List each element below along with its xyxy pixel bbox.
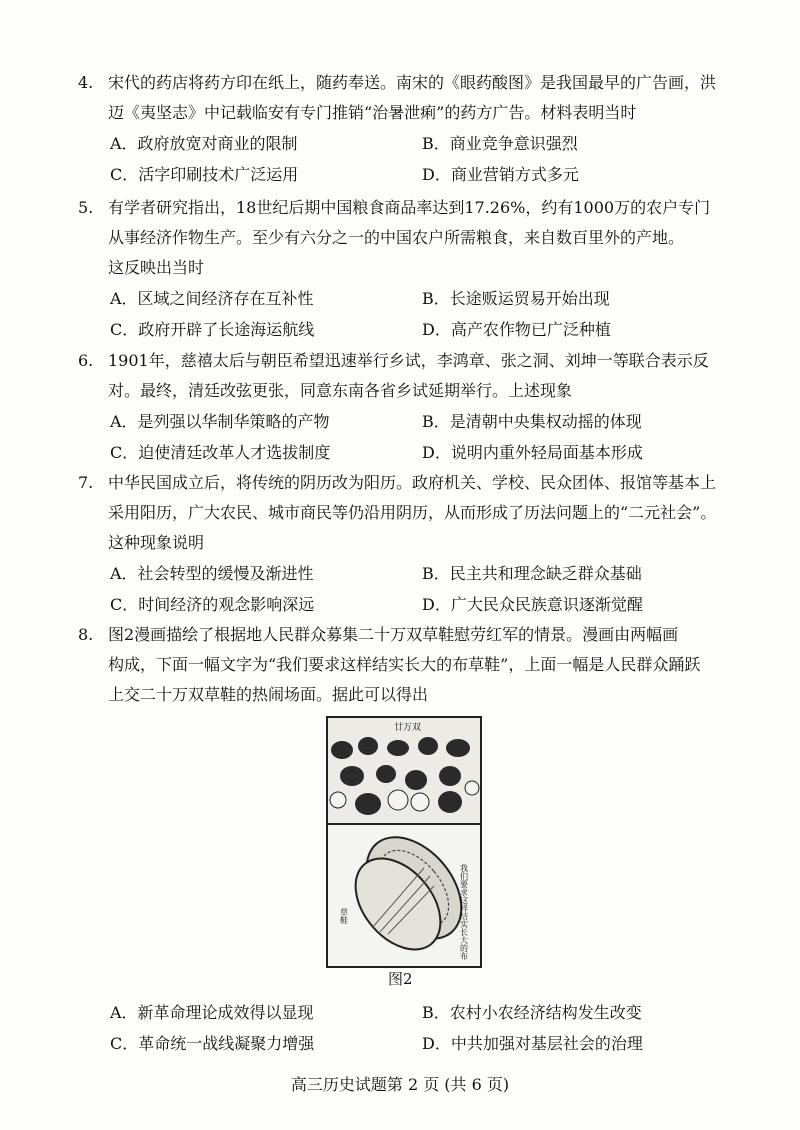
options	[110, 558, 732, 620]
option-a[interactable]: A．政府放宽对商业的限制	[110, 134, 298, 153]
question-6	[78, 346, 732, 468]
question-stem-line: 这反映出当时	[108, 258, 205, 277]
option-d[interactable]: D．说明内重外轻局面基本形成	[422, 443, 643, 462]
question-4	[78, 68, 732, 190]
option-c[interactable]: C．政府开辟了长途海运航线	[110, 320, 315, 339]
option-b[interactable]: B．长途贩运贸易开始出现	[422, 289, 610, 308]
option-a[interactable]: A．新革命理论成效得以显现	[110, 1003, 314, 1022]
question-number: 5.	[78, 198, 94, 217]
options	[110, 283, 732, 345]
option-b[interactable]: B．民主共和理念缺乏群众基础	[422, 564, 642, 583]
question-stem-line: 迈《夷坚志》中记载临安有专门推销“治暑泄痢”的药方广告。材料表明当时	[108, 103, 637, 122]
option-b[interactable]: B．农村小农经济结构发生改变	[422, 1003, 642, 1022]
question-stem-line: 7. 中华民国成立后，将传统的阴历改为阳历。政府机关、学校、民众团体、报馆等基本上	[92, 468, 732, 498]
slogan-text-left: 草鞋	[339, 908, 349, 924]
option-c[interactable]: C．时间经济的观念影响深远	[110, 595, 315, 614]
option-c[interactable]: C．活字印刷技术广泛运用	[110, 165, 299, 184]
question-stem-line: 构成，下面一幅文字为“我们要求这样结实长大的布草鞋”，上面一幅是人民群众踊跃	[108, 655, 701, 674]
question-7	[78, 468, 732, 620]
option-a[interactable]: A．是列强以华制华策略的产物	[110, 412, 330, 431]
question-stem-line: 4. 宋代的药店将药方印在纸上，随药奉送。南宋的《眼药酸图》是我国最早的广告画，洪	[92, 68, 732, 98]
slogan-text-right: 我们要求这样结实长大的布	[459, 864, 469, 960]
question-number: 4.	[78, 73, 94, 92]
option-a[interactable]: A．区域之间经济存在互补性	[110, 289, 314, 308]
question-number: 6.	[78, 351, 94, 370]
option-c[interactable]: C．革命统一战线凝聚力增强	[110, 1034, 315, 1053]
options	[110, 128, 732, 190]
options	[110, 406, 732, 468]
question-stem-line: 对。最终，清廷改弦更张，同意东南各省乡试延期举行。上述现象	[108, 381, 573, 400]
question-stem-line: 8. 图2漫画描绘了根据地人民群众募集二十万双草鞋慰劳红军的情景。漫画由两幅画	[92, 620, 732, 650]
option-b[interactable]: B．是清朝中央集权动摇的体现	[422, 412, 642, 431]
option-d[interactable]: D．高产农作物已广泛种植	[422, 320, 611, 339]
question-8-options	[92, 997, 732, 1059]
page-footer: 高三历史试题第 2 页 (共 6 页)	[290, 1075, 510, 1094]
option-b[interactable]: B．商业竞争意识强烈	[422, 134, 578, 153]
option-c[interactable]: C．迫使清廷改革人才选拔制度	[110, 443, 331, 462]
question-5	[78, 193, 732, 345]
banner-text: 廿万双	[394, 723, 422, 733]
question-stem-line: 采用阳历，广大农民、城市商民等仍沿用阴历，从而形成了历法问题上的“二元社会”。	[108, 503, 717, 522]
cartoon-illustration	[328, 718, 480, 966]
cartoon-figure	[326, 716, 482, 968]
question-stem-line: 从事经济作物生产。至少有六分之一的中国农户所需粮食，来自数百里外的产地。	[108, 228, 685, 247]
question-stem-line: 上交二十万双草鞋的热闹场面。据此可以得出	[108, 685, 429, 704]
question-stem-line: 这种现象说明	[108, 533, 205, 552]
option-d[interactable]: D．商业营销方式多元	[422, 165, 579, 184]
figure-caption: 图2	[388, 970, 413, 988]
question-8	[78, 620, 732, 710]
question-number: 8.	[78, 625, 94, 644]
option-a[interactable]: A．社会转型的缓慢及渐进性	[110, 564, 314, 583]
option-d[interactable]: D．中共加强对基层社会的治理	[422, 1034, 643, 1053]
options	[110, 997, 732, 1059]
option-d[interactable]: D．广大民众民族意识逐渐觉醒	[422, 595, 643, 614]
question-stem-line: 6. 1901年，慈禧太后与朝臣希望迅速举行乡试，李鸿章、张之洞、刘坤一等联合表示反	[92, 346, 732, 376]
question-number: 7.	[78, 473, 94, 492]
question-stem-line: 5. 有学者研究指出，18世纪后期中国粮食商品率达到17.26%，约有1000万的农户专门	[92, 193, 732, 223]
